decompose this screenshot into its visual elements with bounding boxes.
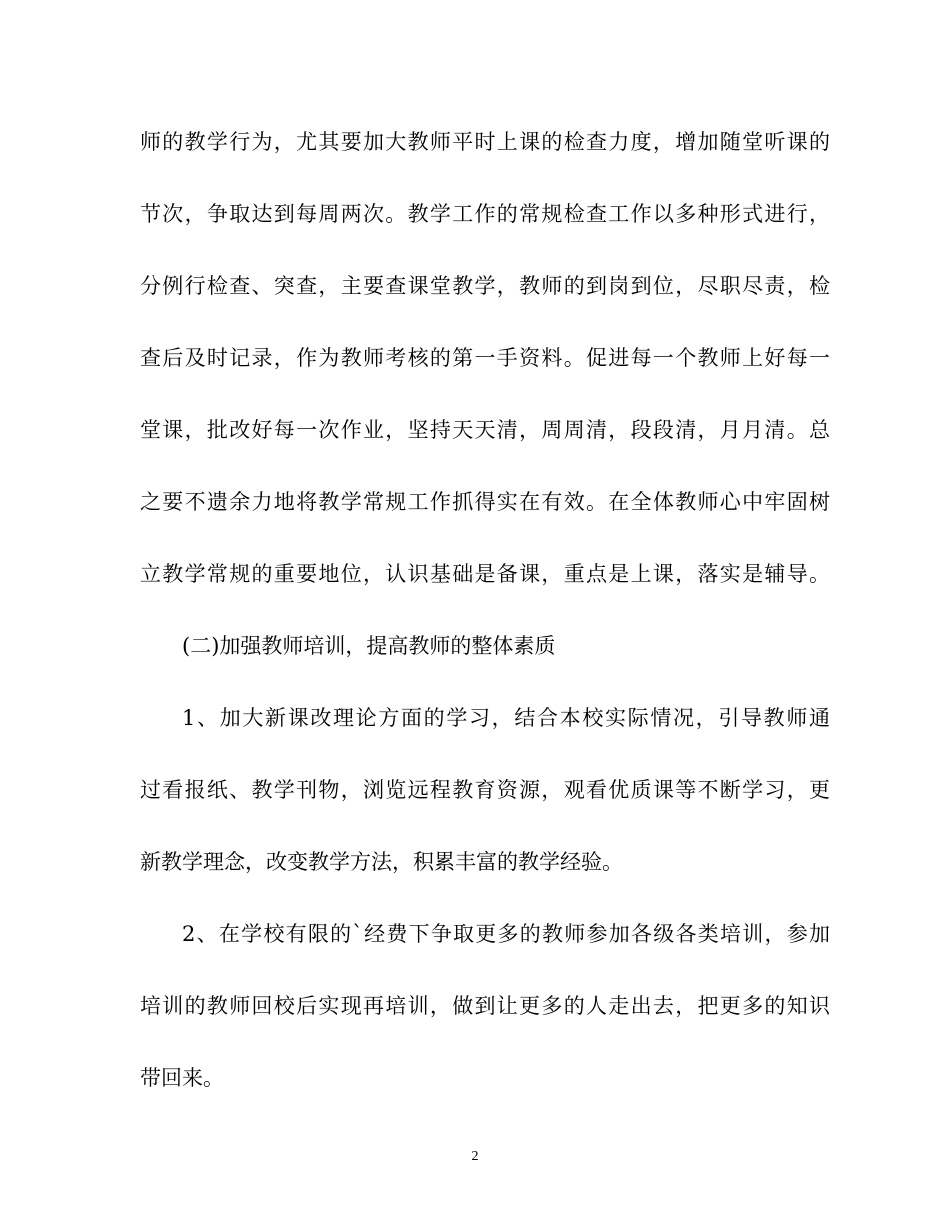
body-text-line: 培训的教师回校后实现再培训，做到让更多的人走出去，把更多的知识	[140, 994, 830, 1018]
body-text-line: 之要不遗余力地将教学常规工作抓得实在有效。在全体教师心中牢固树	[140, 490, 830, 514]
body-text-line: 堂课，批改好每一次作业，坚持天天清，周周清，段段清，月月清。总	[140, 418, 830, 442]
body-text-line: 带回来。	[140, 1066, 224, 1090]
list-item-line: 2、在学校有限的`经费下争取更多的教师参加各级各类培训，参加	[182, 922, 830, 946]
body-text-line: 节次，争取达到每周两次。教学工作的常规检查工作以多种形式进行，	[140, 202, 830, 226]
body-text-line: 新教学理念，改变教学方法，积累丰富的教学经验。	[140, 850, 623, 874]
section-heading: (二)加强教师培训，提高教师的整体素质	[182, 634, 556, 658]
body-text-line: 过看报纸、教学刊物，浏览远程教育资源，观看优质课等不断学习，更	[140, 778, 830, 802]
body-text-line: 查后及时记录，作为教师考核的第一手资料。促进每一个教师上好每一	[140, 346, 830, 370]
list-item-line: 1、加大新课改理论方面的学习，结合本校实际情况，引导教师通	[182, 706, 830, 730]
body-text-line: 分例行检查、突查，主要查课堂教学，教师的到岗到位，尽职尽责，检	[140, 274, 830, 298]
body-text-line: 师的教学行为，尤其要加大教师平时上课的检查力度，增加随堂听课的	[140, 130, 830, 154]
body-text-line: 立教学常规的重要地位，认识基础是备课，重点是上课，落实是辅导。	[140, 562, 830, 586]
page-number: 2	[471, 1149, 479, 1164]
